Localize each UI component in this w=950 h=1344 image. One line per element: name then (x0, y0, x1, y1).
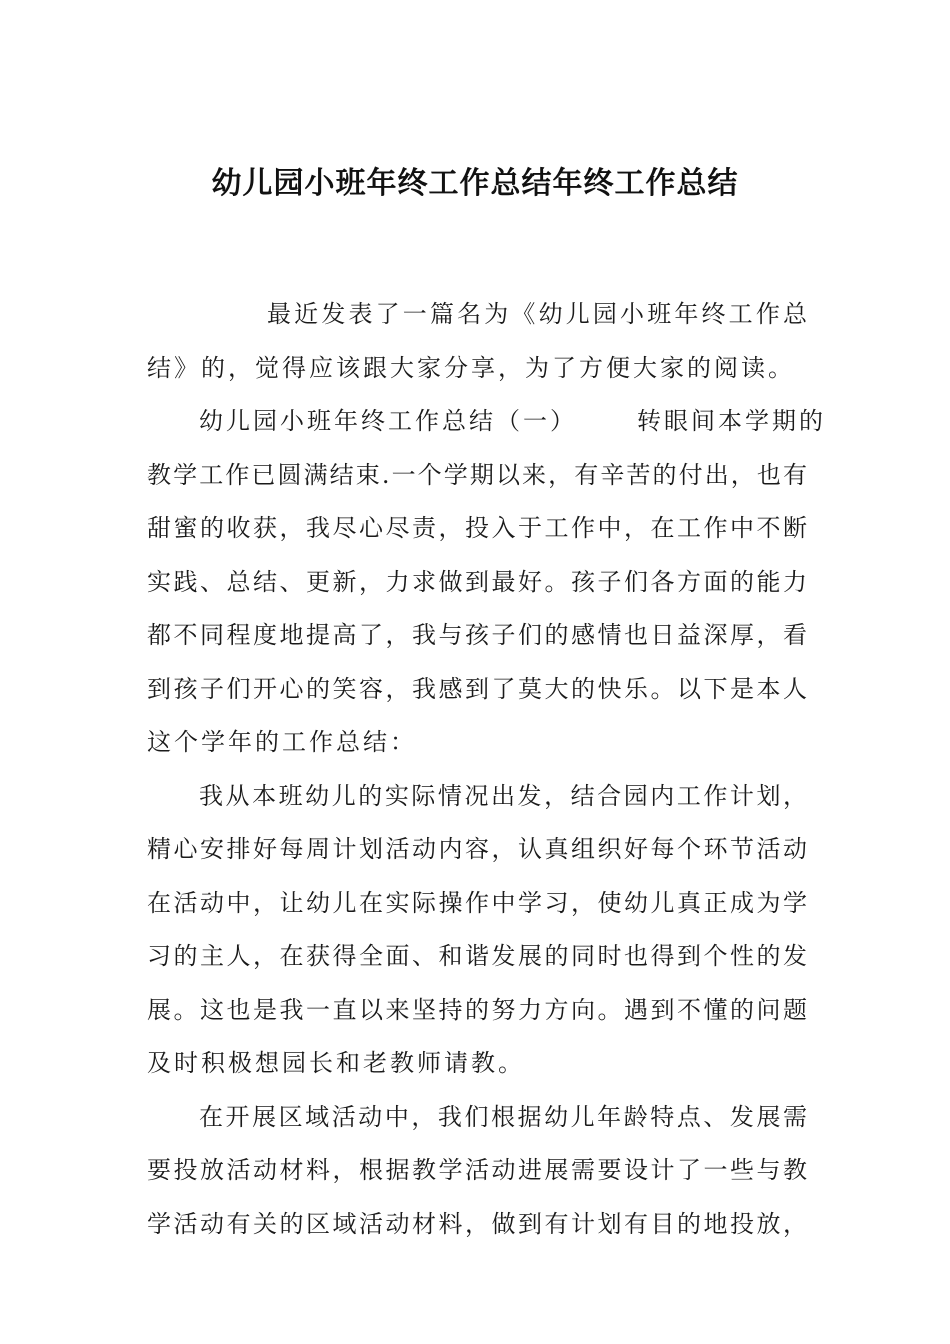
document-title: 幼儿园小班年终工作总结年终工作总结 (211, 166, 739, 201)
paragraph-line: 在开展区域活动中，我们根据幼儿年龄特点、发展需 (199, 1102, 807, 1131)
paragraph-line: 习的主人，在获得全面、和谐发展的同时也得到个性的发 (147, 942, 807, 970)
paragraph-line: 要投放活动材料，根据教学活动进展需要设计了一些与教 (147, 1156, 807, 1184)
paragraph-line: 最近发表了一篇名为《幼儿园小班年终工作总 (267, 300, 807, 328)
paragraph-line: 精心安排好每周计划活动内容，认真组织好每个环节活动 (147, 835, 807, 863)
paragraph-line: 教学工作已圆满结束.一个学期以来，有辛苦的付出，也有 (147, 460, 807, 489)
paragraph-line: 甜蜜的收获，我尽心尽责，投入于工作中，在工作中不断 (147, 514, 807, 542)
paragraph-line (147, 395, 826, 449)
paragraph-line: 实践、总结、更新，力求做到最好。孩子们各方面的能力 (147, 567, 807, 596)
paragraph-line: 及时积极想园长和老教师请教。 (147, 1049, 525, 1077)
section-heading: 幼儿园小班年终工作总结（一） (199, 407, 577, 435)
paragraph-line: 都不同程度地提高了，我与孩子们的感情也日益深厚，看 (147, 621, 807, 649)
paragraph-text: 转眼间本学期的 (637, 407, 826, 435)
paragraph-line: 这个学年的工作总结： (147, 728, 417, 756)
paragraph-line: 展。这也是我一直以来坚持的努力方向。遇到不懂的问题 (147, 995, 807, 1024)
paragraph-line: 到孩子们开心的笑容，我感到了莫大的快乐。以下是本人 (147, 674, 807, 703)
paragraph-line: 在活动中，让幼儿在实际操作中学习，使幼儿真正成为学 (147, 888, 807, 917)
paragraph-line: 学活动有关的区域活动材料，做到有计划有目的地投放， (147, 1209, 807, 1238)
paragraph-line: 结》的，觉得应该跟大家分享，为了方便大家的阅读。 (147, 353, 795, 382)
paragraph-line: 我从本班幼儿的实际情况出发，结合园内工作计划， (199, 781, 807, 810)
document-body (147, 288, 826, 1251)
